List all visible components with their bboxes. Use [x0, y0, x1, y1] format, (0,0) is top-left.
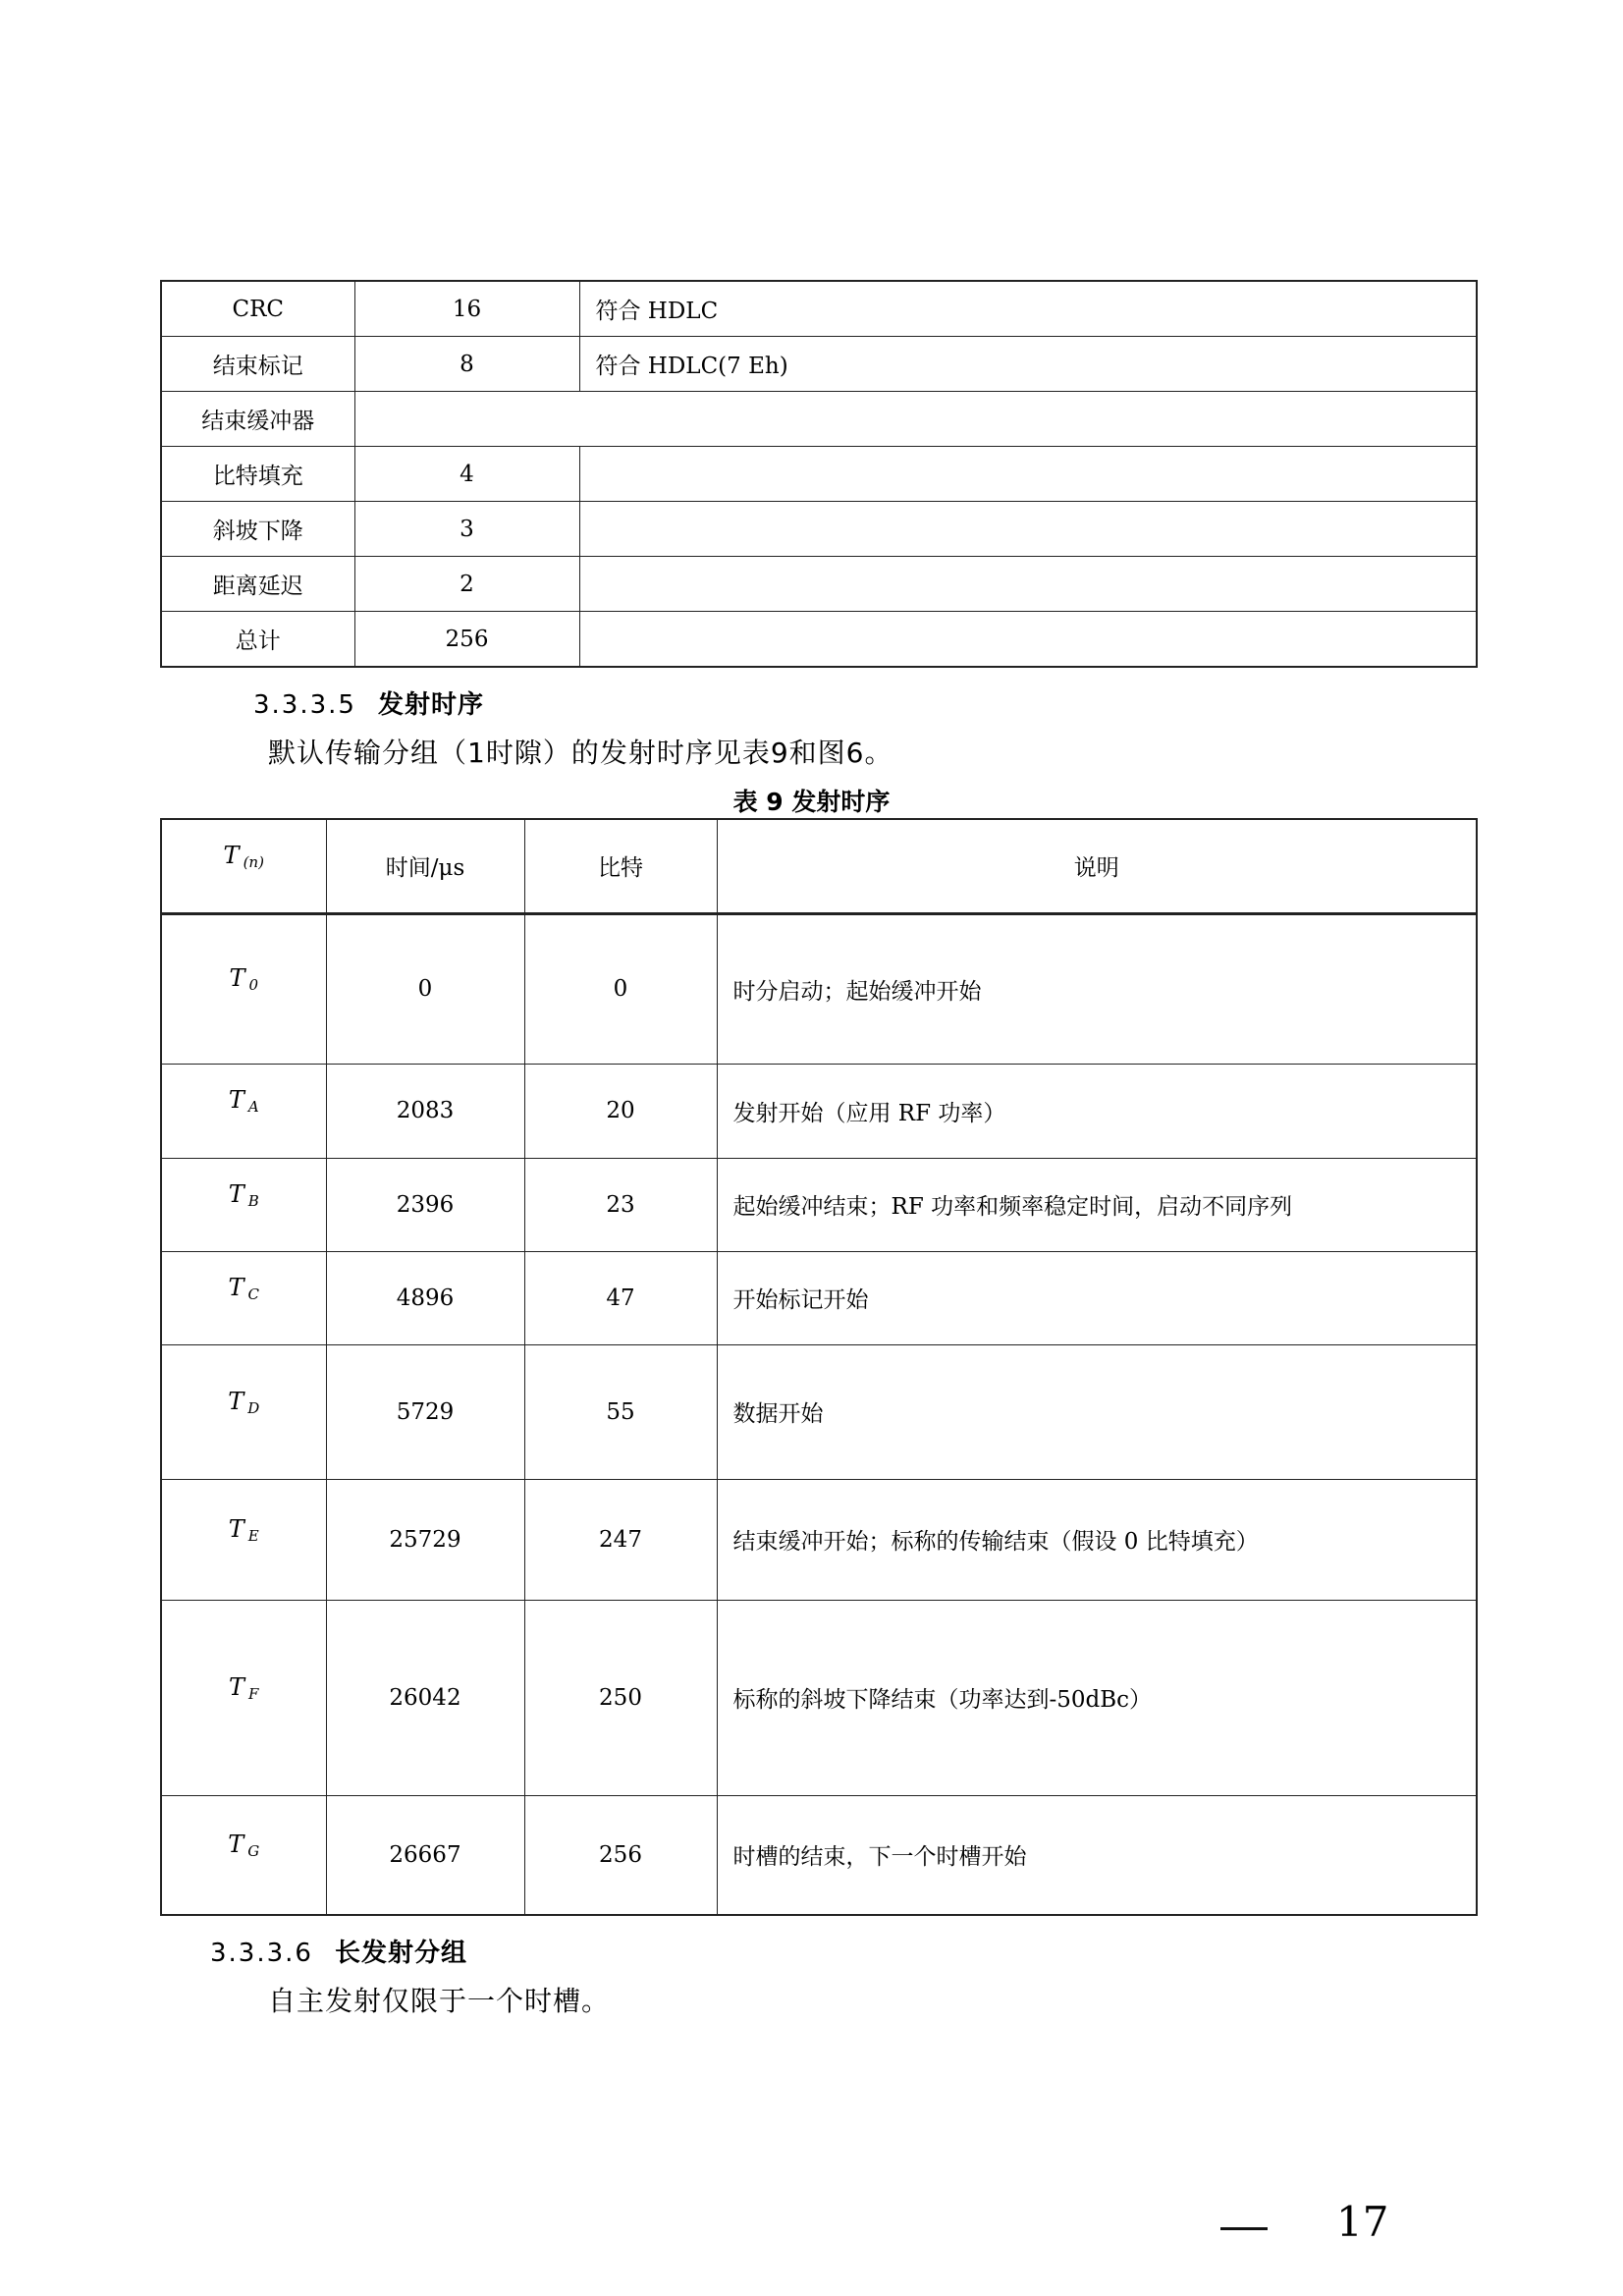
table-header-row [161, 819, 1477, 913]
header-bits: 比特 [524, 819, 717, 913]
table-row [161, 1795, 1477, 1915]
field-name: 结束标记 [161, 337, 354, 392]
page-number-dash [1220, 2227, 1268, 2230]
field-bits: 2 [354, 557, 579, 612]
field-bits: 8 [354, 337, 579, 392]
field-name: 总计 [161, 612, 354, 668]
time-cell: 0 [326, 913, 524, 1064]
section-number: 3.3.3.5 [253, 690, 356, 720]
body-paragraph: 默认传输分组（1时隙）的发射时序见表9和图6。 [268, 737, 893, 769]
table-row [161, 557, 1477, 612]
section-number: 3.3.3.6 [210, 1939, 313, 1968]
bits-cell: 247 [524, 1479, 717, 1600]
bits-cell: 23 [524, 1158, 717, 1251]
description-cell: 发射开始（应用 RF 功率） [717, 1064, 1477, 1158]
field-description [579, 502, 1477, 557]
table-caption: 表 9 发射时序 [732, 788, 891, 816]
table-row [161, 1158, 1477, 1251]
table-row [161, 502, 1477, 557]
time-cell: 4896 [326, 1251, 524, 1344]
time-cell: 2396 [326, 1158, 524, 1251]
bits-cell: 55 [524, 1344, 717, 1479]
description-cell: 结束缓冲开始；标称的传输结束（假设 0 比特填充） [717, 1479, 1477, 1600]
table-row [161, 447, 1477, 502]
table-row [161, 281, 1477, 337]
section-title: 长发射分组 [334, 1939, 467, 1968]
section-heading [210, 1933, 467, 1969]
t-symbol-cell: T $_B$ [161, 1158, 326, 1251]
table-row [161, 913, 1477, 1064]
field-description: 符合 HDLC [579, 281, 1477, 337]
t-symbol-cell: T $_E$ [161, 1479, 326, 1600]
t-subscript: (n) [243, 852, 264, 871]
time-cell: 2083 [326, 1064, 524, 1158]
table-row [161, 1344, 1477, 1479]
field-bits: 16 [354, 281, 579, 337]
field-description [579, 447, 1477, 502]
table-row [161, 1064, 1477, 1158]
field-name: 斜坡下降 [161, 502, 354, 557]
table-row [161, 1600, 1477, 1795]
section-heading [253, 684, 484, 721]
t-symbol-cell: T $_C$ [161, 1251, 326, 1344]
field-name: 距离延迟 [161, 557, 354, 612]
field-description: 符合 HDLC(7 Eh) [579, 337, 1477, 392]
t-symbol-cell: T $_F$ [161, 1600, 326, 1795]
header-t-symbol [161, 819, 326, 913]
field-bits: 3 [354, 502, 579, 557]
bits-cell: 0 [524, 913, 717, 1064]
description-cell: 数据开始 [717, 1344, 1477, 1479]
time-cell: 26042 [326, 1600, 524, 1795]
description-cell: 时槽的结束，下一个时槽开始 [717, 1795, 1477, 1915]
field-description [579, 612, 1477, 668]
field-bits: 256 [354, 612, 579, 668]
t-symbol-cell: T $_D$ [161, 1344, 326, 1479]
t-symbol-cell: T $_G$ [161, 1795, 326, 1915]
body-paragraph: 自主发射仅限于一个时槽。 [268, 1985, 611, 2017]
frame-structure-table [160, 280, 1478, 668]
t-symbol: T [223, 841, 240, 869]
header-description: 说明 [717, 819, 1477, 913]
time-cell: 26667 [326, 1795, 524, 1915]
table-row [161, 337, 1477, 392]
bits-cell: 47 [524, 1251, 717, 1344]
section-title: 发射时序 [377, 690, 484, 720]
description-cell: 时分启动；起始缓冲开始 [717, 913, 1477, 1064]
table-row [161, 1479, 1477, 1600]
timing-table [160, 818, 1478, 1916]
field-name: CRC [161, 281, 354, 337]
description-cell: 标称的斜坡下降结束（功率达到-50dBc） [717, 1600, 1477, 1795]
field-bits: 4 [354, 447, 579, 502]
table-row [161, 392, 1477, 447]
time-cell: 5729 [326, 1344, 524, 1479]
header-time: 时间/μs [326, 819, 524, 913]
field-name: 结束缓冲器 [161, 392, 354, 447]
t-symbol-cell: T $_0$ [161, 913, 326, 1064]
bits-cell: 250 [524, 1600, 717, 1795]
bits-cell: 20 [524, 1064, 717, 1158]
table-row [161, 1251, 1477, 1344]
page-number: 17 [1336, 2198, 1389, 2246]
merged-empty-cell [354, 392, 1477, 447]
description-cell: 起始缓冲结束；RF 功率和频率稳定时间，启动不同序列 [717, 1158, 1477, 1251]
t-symbol-cell: T $_A$ [161, 1064, 326, 1158]
field-name: 比特填充 [161, 447, 354, 502]
description-cell: 开始标记开始 [717, 1251, 1477, 1344]
field-description [579, 557, 1477, 612]
table-row [161, 612, 1477, 668]
bits-cell: 256 [524, 1795, 717, 1915]
time-cell: 25729 [326, 1479, 524, 1600]
